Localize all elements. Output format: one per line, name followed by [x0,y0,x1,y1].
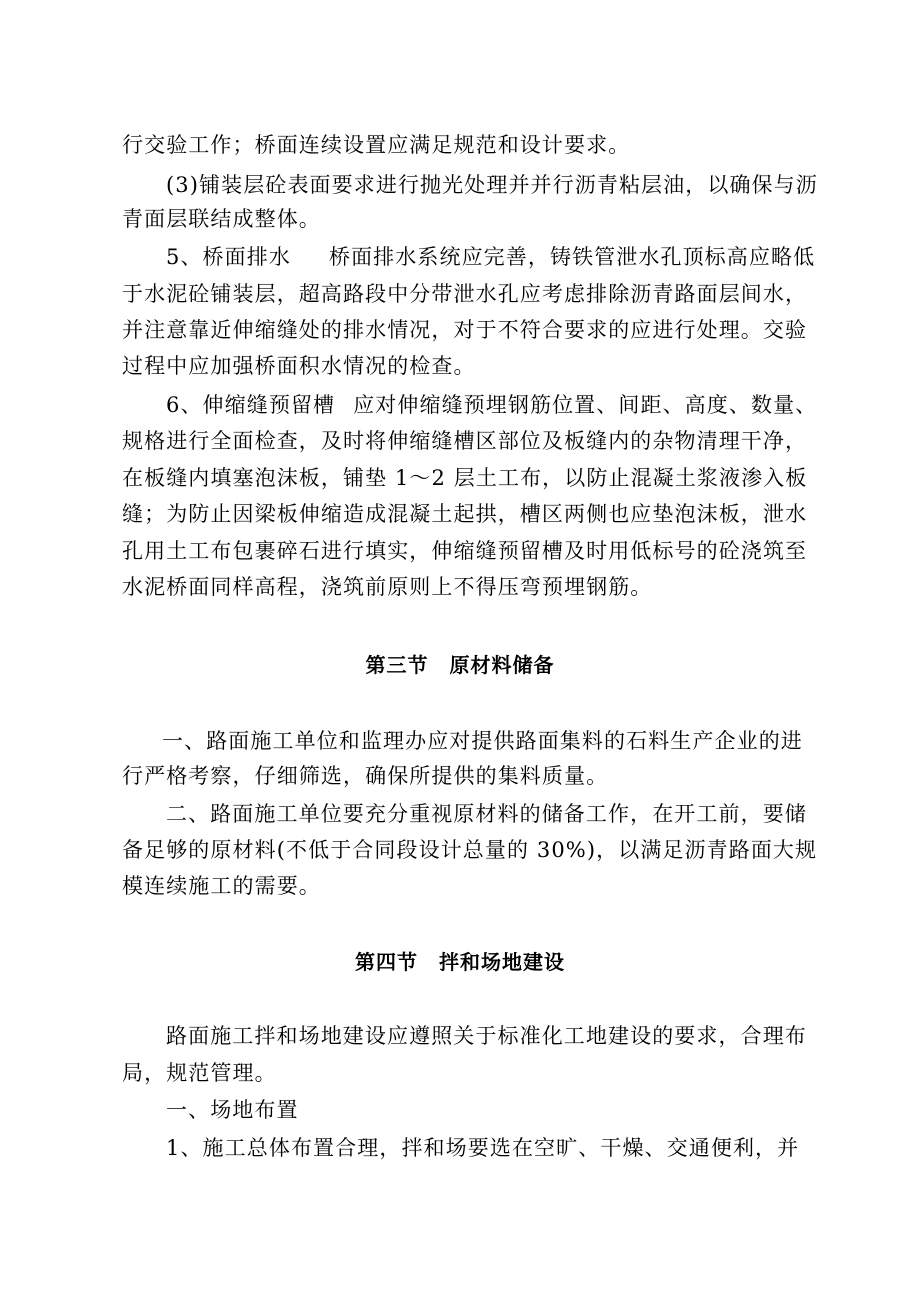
drainage-first-line [166,243,815,271]
paragraph-line: 路面施工拌和场地建设应遵照关于标准化工地建设的要求，合理布 [166,1024,807,1048]
paragraph-line: 二、路面施工单位要充分重视原材料的储备工作，在开工前，要储 [166,802,807,826]
paragraph-line: 1、施工总体布置合理，拌和场要选在空旷、干燥、交通便利，并 [166,1136,800,1160]
paragraph-line: 在板缝内填塞泡沫板，铺垫 1～2 层土工布，以防止混凝土浆液渗入板 [122,466,808,490]
paragraph-line: 模连续施工的需要。 [122,874,321,898]
paragraph-text: 桥面排水系统应完善，铸铁管泄水孔顶标高应略低 [328,245,816,269]
paragraph-line: 孔用土工布包裹碎石进行填实，伸缩缝预留槽及时用低标号的砼浇筑至 [122,539,808,563]
paragraph-line: 规格进行全面检查，及时将伸缩缝槽区部位及板缝内的杂物清理干净， [122,429,808,453]
section-heading: 第三节 原材料储备 [365,653,555,677]
paragraph-line: 水泥桥面同样高程，浇筑前原则上不得压弯预埋钢筋。 [122,575,653,599]
paragraph-line: 于水泥砼铺装层，超高路段中分带泄水孔应考虑排除沥青路面层间水， [122,282,808,306]
paragraph-line: 一、路面施工单位和监理办应对提供路面集料的石料生产企业的进 [162,729,803,753]
expansion-joint-item-title: 6、伸缩缝预留槽 [166,393,336,417]
paragraph-line: 备足够的原材料(不低于合同段设计总量的 30%)，以满足沥青路面大规 [122,838,818,862]
drainage-item-title: 5、桥面排水 [166,245,291,269]
subheading: 一、场地布置 [166,1098,299,1122]
paragraph-line: 青面层联结成整体。 [122,207,321,231]
paragraph-text: 应对伸缩缝预埋钢筋位置、间距、高度、数量、 [353,393,818,417]
paragraph-line: 过程中应加强桥面积水情况的检查。 [122,354,476,378]
paragraph-line: (3)铺装层砼表面要求进行抛光处理并并行沥青粘层油，以确保与沥 [166,173,818,197]
section-heading: 第四节 拌和场地建设 [355,950,565,974]
paragraph-line: 行交验工作；桥面连续设置应满足规范和设计要求。 [122,133,631,157]
paragraph-line: 行严格考察，仔细筛选，确保所提供的集料质量。 [122,764,609,788]
paragraph-line: 缝；为防止因梁板伸缩造成混凝土起拱，槽区两侧也应垫泡沫板，泄水 [122,502,808,526]
paragraph-line: 并注意靠近伸缩缝处的排水情况，对于不符合要求的应进行处理。交验 [122,318,808,342]
expansion-joint-first-line [166,391,817,419]
paragraph-line: 局，规范管理。 [122,1061,277,1085]
